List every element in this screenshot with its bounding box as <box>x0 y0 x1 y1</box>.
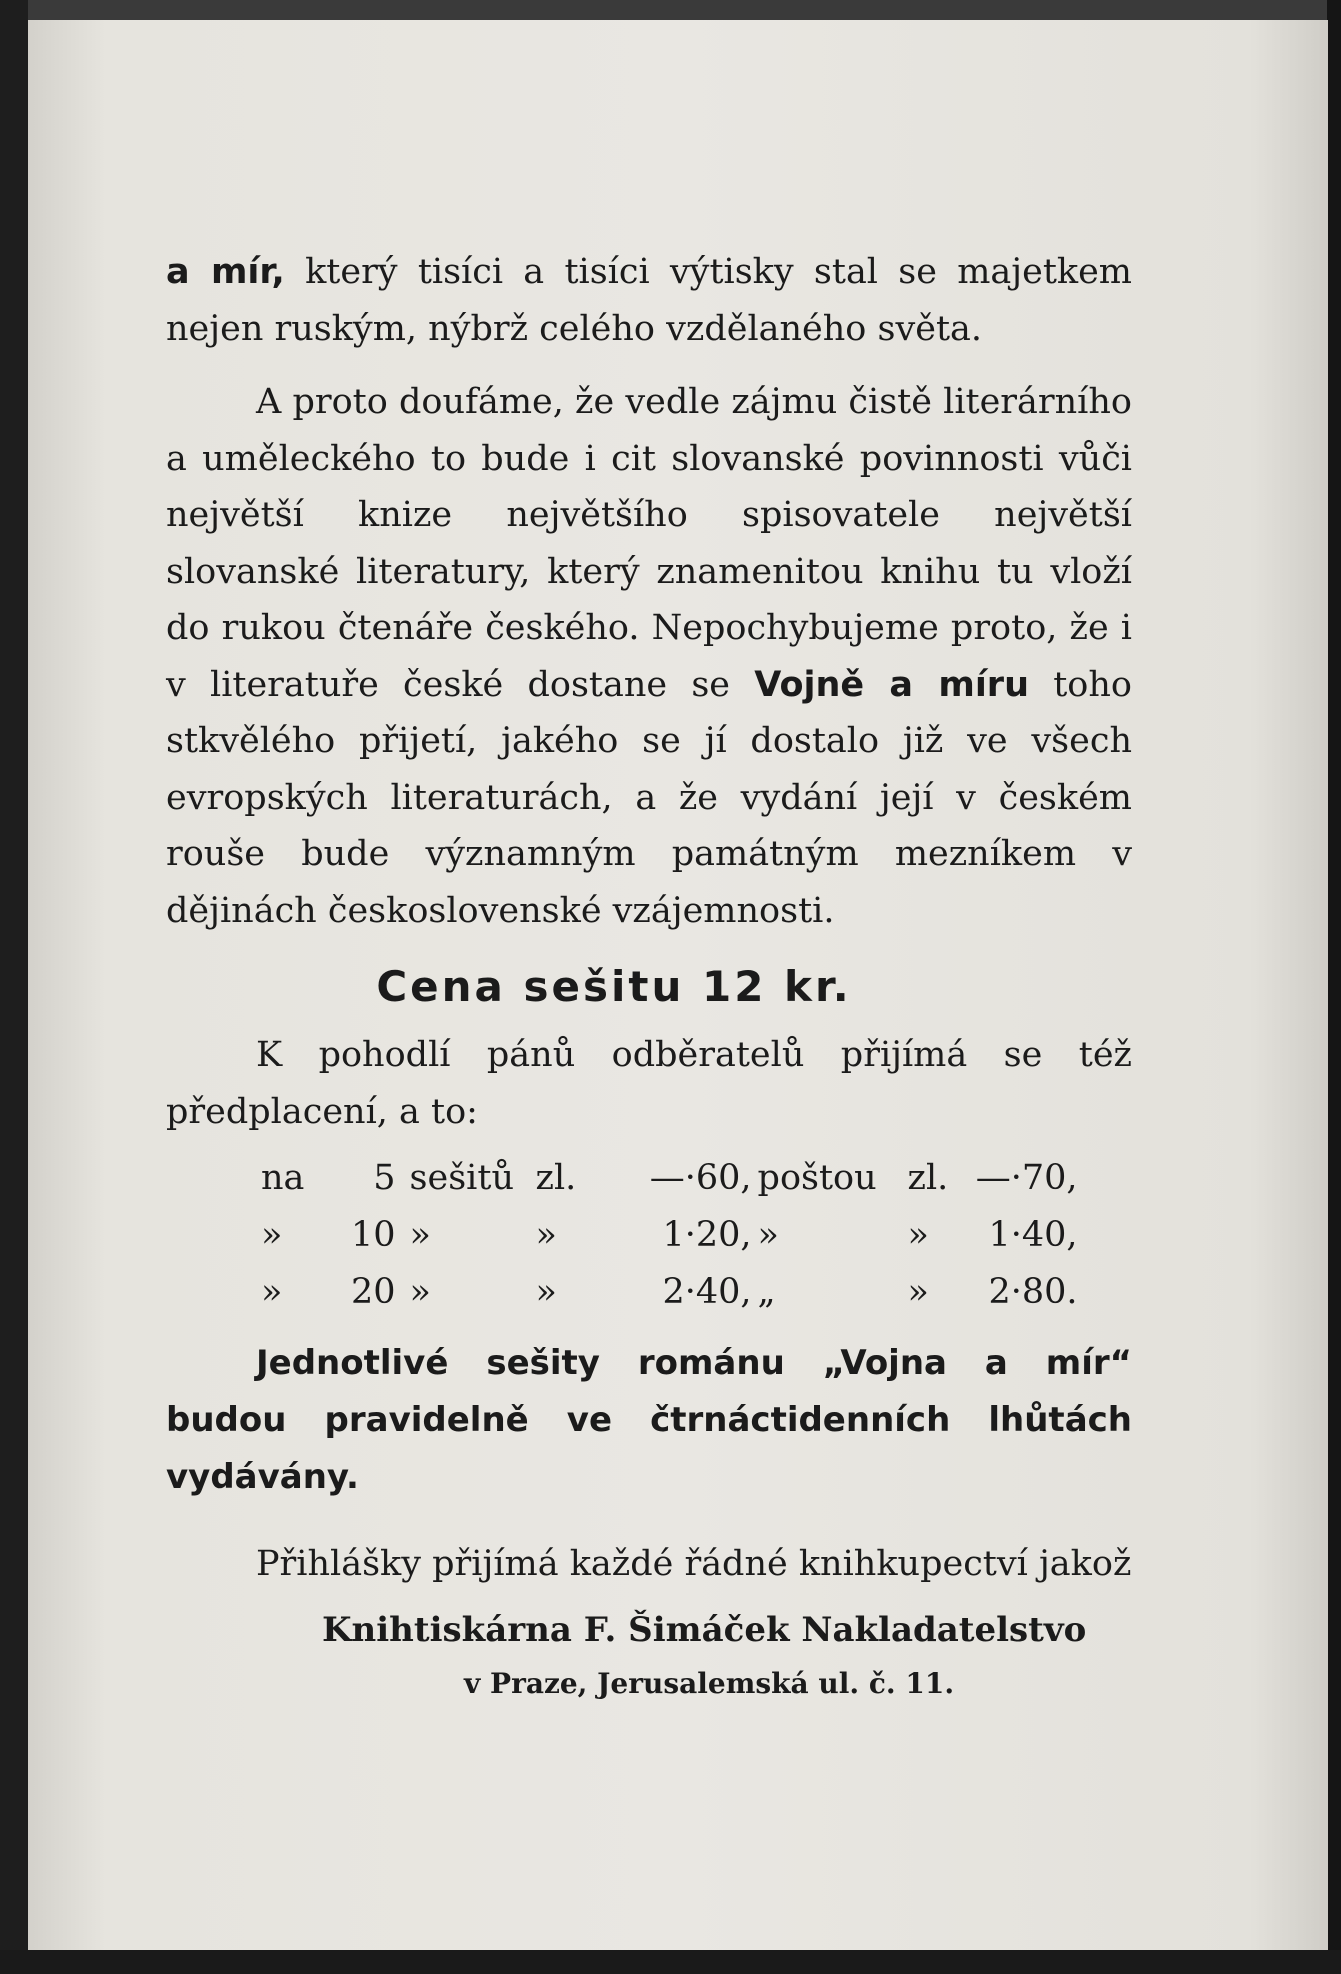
publisher-address: v Praze, Jerusalemská ul. č. 11. <box>464 1666 955 1700</box>
title-fragment: a mír, <box>166 252 285 292</box>
price-row-currency: zl. <box>535 1158 577 1198</box>
paragraph-hope <box>166 374 1132 939</box>
price-row-post-label: „ <box>757 1272 776 1312</box>
price-row-price: 2·40, <box>662 1272 752 1312</box>
price-row-quantity: 20 <box>351 1272 396 1312</box>
price-row-post-price: 1·40, <box>988 1215 1078 1255</box>
publisher-name: F. Šimáček <box>583 1609 790 1650</box>
price-row-prefix: » <box>261 1215 283 1255</box>
price-row <box>261 1150 1078 1207</box>
scan-border-bottom <box>0 1950 1341 1974</box>
price-row-unit: sešitů <box>409 1158 514 1198</box>
price-row-quantity: 10 <box>351 1215 396 1255</box>
publisher-line <box>166 1601 1132 1659</box>
price-row-unit: » <box>409 1215 431 1255</box>
price-row-post-label: » <box>757 1215 779 1255</box>
price-row <box>261 1264 1078 1321</box>
paragraph-text: který tisíci a tisíci výtisky stal se majetkem nejen ruským, nýbrž celého vzdělaného světa. <box>166 252 1132 349</box>
subscription-intro: K pohodlí pánů odběratelů přijímá se též předplacení, a to: <box>166 1035 1132 1132</box>
price-row-post-currency: » <box>907 1272 929 1312</box>
price-row-post-price: —·70, <box>975 1158 1078 1198</box>
scan-border-right <box>1327 0 1341 1974</box>
price-row-price: 1·20, <box>662 1215 752 1255</box>
price-heading: Cena sešitu 12 kr. <box>376 962 852 1011</box>
price-row-post-currency: » <box>907 1215 929 1255</box>
scan-border-left <box>0 0 28 1974</box>
paragraph-text-b: toho stkvělého přijetí, jakého se jí dostalo již ve všech evropských literaturách, a že vydání její v českém rouše bude významným památným mezníkem v dějinách československé vzájemnosti. <box>166 664 1132 931</box>
price-row-unit: » <box>409 1272 431 1312</box>
price-row-post-label: poštou <box>757 1158 877 1198</box>
price-row <box>261 1207 1078 1264</box>
price-row-currency: » <box>535 1215 557 1255</box>
applications-text: Přihlášky přijímá každé řádné knihkupectví jakož <box>256 1544 1132 1584</box>
paragraph-text-a: A proto doufáme, že vedle zájmu čistě literárního a uměleckého to bude i cit slovanské povinnosti vůči největší knize největšího spisovatele největší slovanské literatury, který znamenitou knihu tu vloží do rukou čtenáře českého. Nepochybujeme proto, že i v literatuře české dostane se <box>166 382 1132 705</box>
page-text <box>166 244 1132 1709</box>
price-table <box>261 1150 1078 1321</box>
publisher-part2: Nakladatelstvo <box>789 1609 1087 1650</box>
price-row-prefix: na <box>261 1158 305 1198</box>
release-notice: Jednotlivé sešity románu „Vojna a mír“ budou pravidelně ve čtrnáctidenních lhůtách vydávány. <box>166 1343 1132 1497</box>
scan-border-top <box>0 0 1341 20</box>
price-row-currency: » <box>535 1272 557 1312</box>
price-row-price: —·60, <box>649 1158 752 1198</box>
price-row-prefix: » <box>261 1272 283 1312</box>
price-row-post-currency: zl. <box>907 1158 949 1198</box>
publisher-part1: Knihtiskárna <box>322 1609 584 1650</box>
book-title: Vojně a míru <box>754 664 1029 705</box>
paragraph-continuation <box>166 244 1132 357</box>
price-row-quantity: 5 <box>373 1158 396 1198</box>
price-row-post-price: 2·80. <box>988 1272 1078 1312</box>
